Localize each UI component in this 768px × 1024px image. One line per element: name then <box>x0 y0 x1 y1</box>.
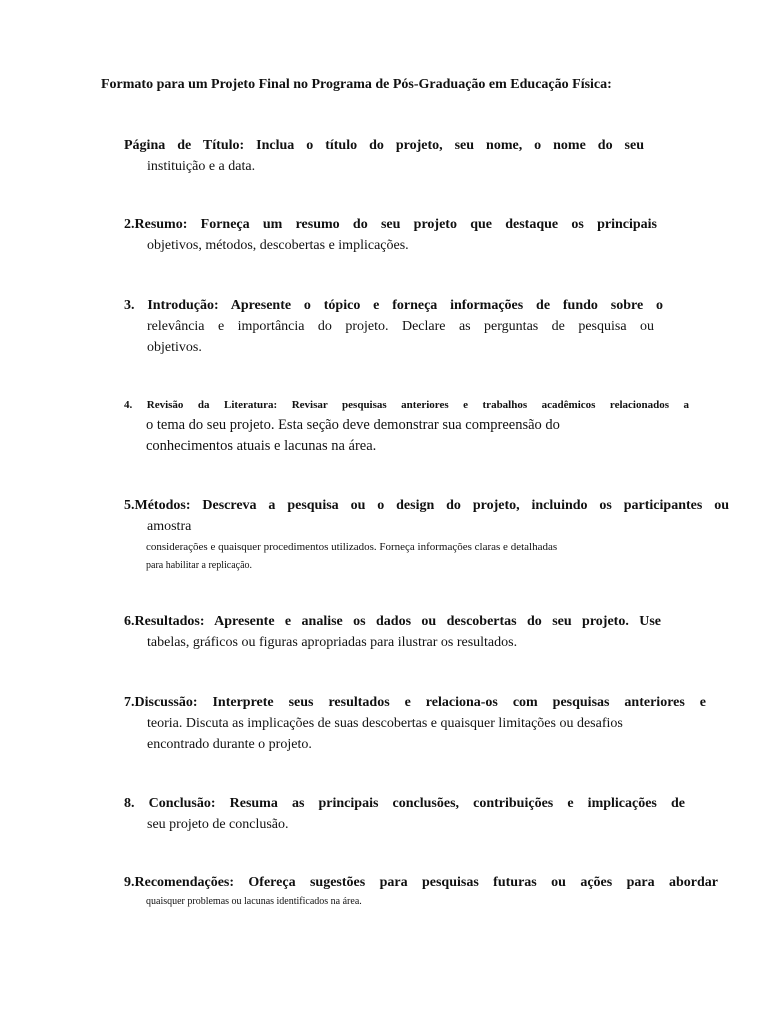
section-body-line: objetivos. <box>147 340 202 355</box>
section-recommendations <box>124 873 718 911</box>
section-body-line: conhecimentos atuais e lacunas na área. <box>146 438 377 454</box>
section-heading: 8. Conclusão: Resuma as principais conclusões, contribuições e implicações de <box>124 796 685 811</box>
section-heading: 7.Discussão: Interprete seus resultados e relaciona-os com pesquisas anteriores e <box>124 695 706 710</box>
section-heading: 4. Revisão da Literatura: Revisar pesquisas anteriores e trabalhos acadêmicos relacionados a <box>124 399 689 411</box>
section-body-line: para habilitar a replicação. <box>146 560 253 571</box>
section-discussion <box>124 693 706 755</box>
section-conclusion <box>124 794 685 835</box>
section-body-line: encontrado durante o projeto. <box>147 737 312 752</box>
section-body-line: seu projeto de conclusão. <box>147 817 289 832</box>
section-heading: 5.Métodos: Descreva a pesquisa ou o design do projeto, incluindo os participantes ou <box>124 498 729 513</box>
section-body-line: quaisquer problemas ou lacunas identificados na área. <box>146 896 362 907</box>
section-abstract <box>124 215 657 256</box>
section-body-line: instituição e a data. <box>147 159 256 174</box>
section-body-line: tabelas, gráficos ou figuras apropriadas para ilustrar os resultados. <box>147 635 518 650</box>
section-heading: 9.Recomendações: Ofereça sugestões para pesquisas futuras ou ações para abordar <box>124 875 718 890</box>
section-methods <box>124 496 729 575</box>
document-title: Formato para um Projeto Final no Programa de Pós-Graduação em Educação Física: <box>101 77 612 92</box>
section-body-line: amostra <box>147 519 192 534</box>
section-literature-review <box>124 395 689 457</box>
section-heading: 2.Resumo: Forneça um resumo do seu projeto que destaque os principais <box>124 217 657 232</box>
section-heading: 6.Resultados: Apresente e analise os dados ou descobertas do seu projeto. Use <box>124 614 661 629</box>
section-title-page <box>124 136 644 177</box>
section-body-line: relevância e importância do projeto. Declare as perguntas de pesquisa ou <box>147 319 654 334</box>
section-results <box>124 612 661 653</box>
section-body-line: considerações e quaisquer procedimentos utilizados. Forneça informações claras e detalhadas <box>146 541 558 553</box>
section-heading: Página de Título: Inclua o título do projeto, seu nome, o nome do seu <box>124 138 644 153</box>
section-body-line: o tema do seu projeto. Esta seção deve demonstrar sua compreensão do <box>146 417 560 433</box>
section-heading: 3. Introdução: Apresente o tópico e forneça informações de fundo sobre o <box>124 298 663 313</box>
section-body-line: teoria. Discuta as implicações de suas descobertas e quaisquer limitações ou desafios <box>147 716 623 731</box>
section-body-line: objetivos, métodos, descobertas e implicações. <box>147 238 409 253</box>
section-introduction <box>124 296 663 358</box>
